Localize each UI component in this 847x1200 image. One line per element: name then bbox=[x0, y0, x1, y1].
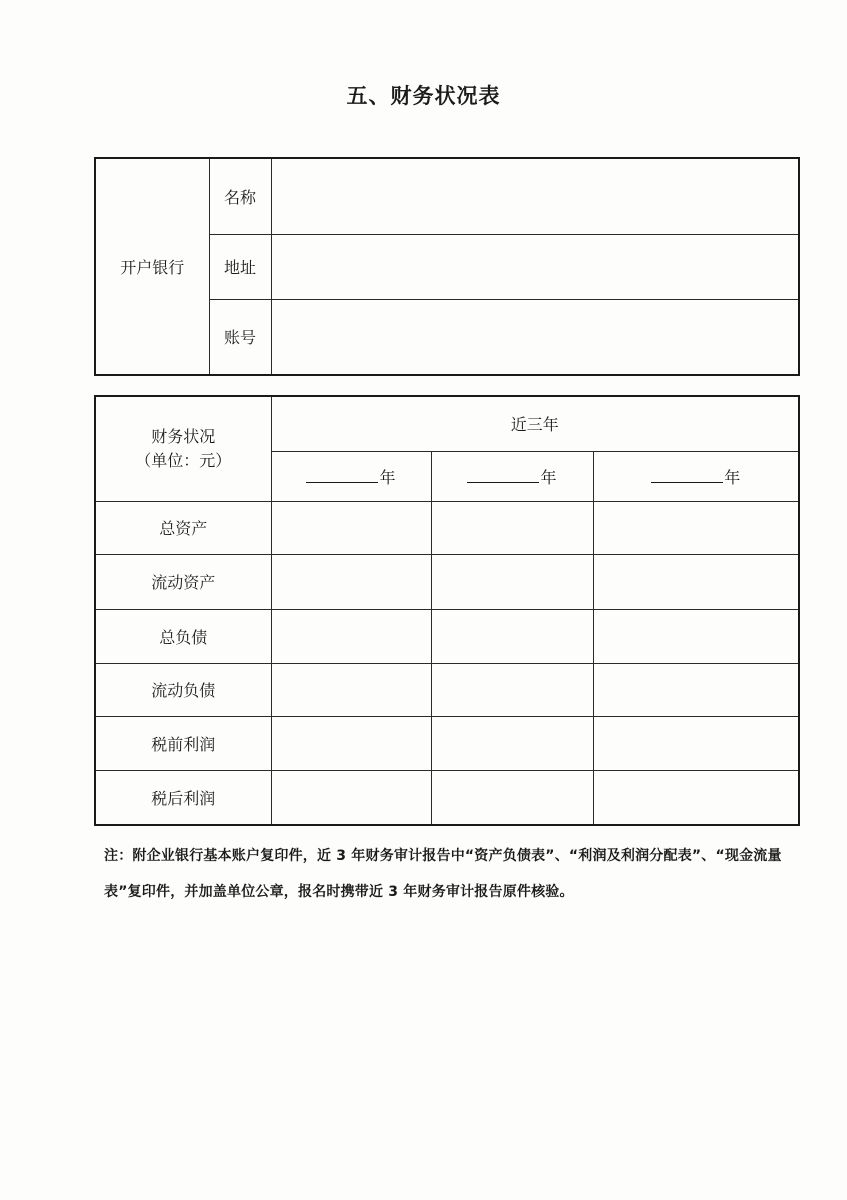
value-cell[interactable] bbox=[593, 716, 799, 770]
value-cell[interactable] bbox=[593, 609, 799, 663]
year-cell-1 bbox=[271, 451, 431, 501]
value-cell[interactable] bbox=[271, 716, 431, 770]
value-cell[interactable] bbox=[431, 663, 593, 716]
value-cell[interactable] bbox=[593, 554, 799, 609]
year-cell-2 bbox=[431, 451, 593, 501]
year-suffix: 年 bbox=[379, 467, 396, 487]
value-cell[interactable] bbox=[593, 663, 799, 716]
row-label-total-liabilities: 总负债 bbox=[95, 609, 271, 663]
row-label-current-assets: 流动资产 bbox=[95, 554, 271, 609]
year-cell-3 bbox=[593, 451, 799, 501]
value-cell[interactable] bbox=[431, 501, 593, 554]
row-label-total-assets: 总资产 bbox=[95, 501, 271, 554]
bank-account-field[interactable] bbox=[271, 299, 799, 375]
table-row bbox=[95, 663, 799, 716]
finance-header-cell bbox=[95, 396, 271, 501]
year-blank-2[interactable] bbox=[467, 468, 539, 483]
table-row bbox=[95, 554, 799, 609]
period-header: 近三年 bbox=[271, 396, 799, 451]
bank-address-field[interactable] bbox=[271, 234, 799, 299]
financial-status-table bbox=[94, 395, 800, 826]
value-cell[interactable] bbox=[431, 554, 593, 609]
value-cell[interactable] bbox=[431, 609, 593, 663]
year-suffix: 年 bbox=[540, 467, 557, 487]
value-cell[interactable] bbox=[271, 501, 431, 554]
bank-account-table bbox=[94, 157, 800, 376]
row-label-current-liabilities: 流动负债 bbox=[95, 663, 271, 716]
row-label-pretax-profit: 税前利润 bbox=[95, 716, 271, 770]
page-title: 五、财务状况表 bbox=[346, 84, 501, 108]
value-cell[interactable] bbox=[271, 663, 431, 716]
year-blank-3[interactable] bbox=[651, 468, 723, 483]
finance-header-unit: （单位：元） bbox=[135, 450, 232, 470]
year-suffix: 年 bbox=[724, 467, 741, 487]
bank-name-label: 名称 bbox=[209, 158, 271, 234]
value-cell[interactable] bbox=[593, 770, 799, 825]
value-cell[interactable] bbox=[271, 609, 431, 663]
value-cell[interactable] bbox=[271, 770, 431, 825]
finance-header-title: 财务状况 bbox=[151, 426, 216, 446]
value-cell[interactable] bbox=[593, 501, 799, 554]
table-row bbox=[95, 501, 799, 554]
table-row bbox=[95, 770, 799, 825]
bank-label: 开户银行 bbox=[95, 158, 209, 375]
table-row bbox=[95, 716, 799, 770]
bank-address-label: 地址 bbox=[209, 234, 271, 299]
table-row bbox=[95, 609, 799, 663]
year-blank-1[interactable] bbox=[306, 468, 378, 483]
bank-name-field[interactable] bbox=[271, 158, 799, 234]
value-cell[interactable] bbox=[271, 554, 431, 609]
footnote: 注：附企业银行基本账户复印件，近 3 年财务审计报告中“资产负债表”、“利润及利润分配表”、“现金流量表”复印件，并加盖单位公章，报名时携带近 3 年财务审计报告原件核验。 bbox=[104, 848, 782, 900]
row-label-aftertax-profit: 税后利润 bbox=[95, 770, 271, 825]
value-cell[interactable] bbox=[431, 770, 593, 825]
bank-account-label: 账号 bbox=[209, 299, 271, 375]
value-cell[interactable] bbox=[431, 716, 593, 770]
